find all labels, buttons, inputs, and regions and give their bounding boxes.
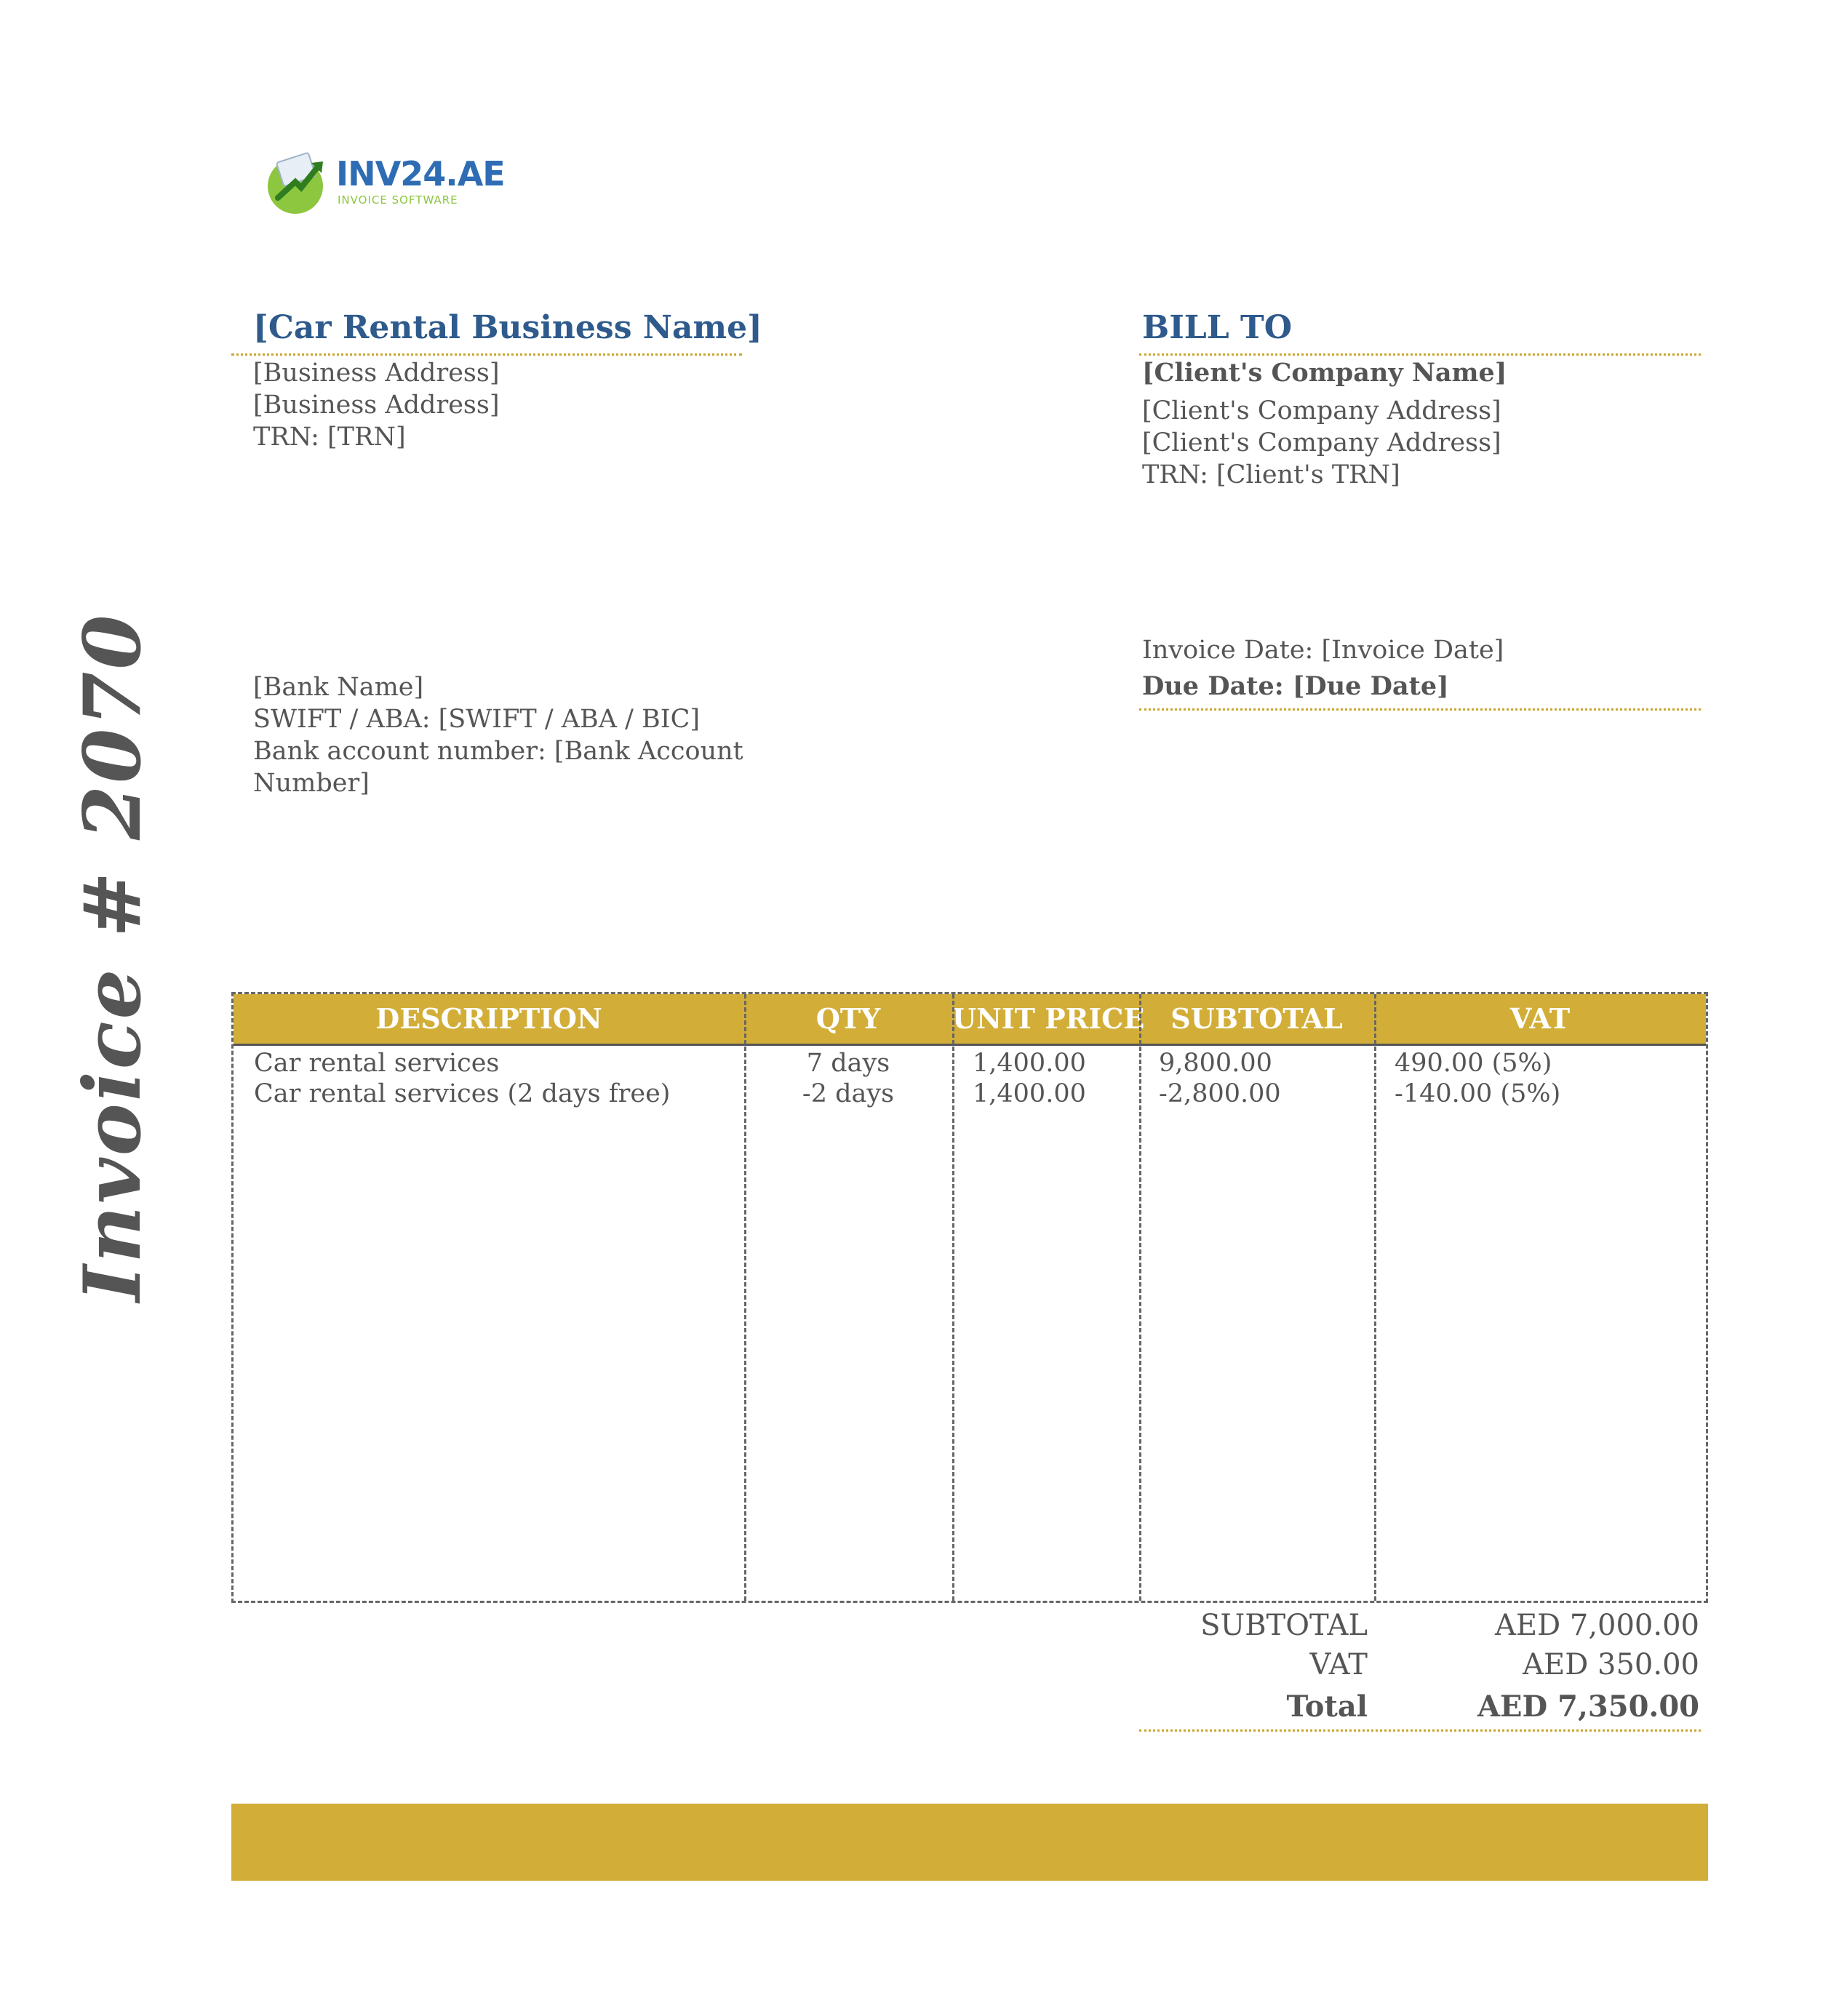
header-description: DESCRIPTION — [375, 1002, 602, 1035]
bank-account-line-1: Bank account number: [Bank Account — [253, 737, 743, 766]
seller-name-rule — [231, 353, 742, 356]
invoice-date: Invoice Date: [Invoice Date] — [1142, 636, 1504, 665]
seller-address-1: [Business Address] — [253, 359, 500, 388]
bill-to-rule — [1139, 353, 1701, 356]
column-divider — [952, 994, 954, 1601]
due-date: Due Date: [Due Date] — [1142, 671, 1449, 701]
row-2-description: Car rental services (2 days free) — [254, 1079, 671, 1108]
items-table — [231, 992, 1708, 1603]
invoice-number: Invoice # 2070 — [67, 612, 159, 1302]
seller-address-2: [Business Address] — [253, 391, 500, 420]
totals-rule — [1139, 1729, 1701, 1732]
row-1-unit-price: 1,400.00 — [973, 1049, 1086, 1078]
total-label: Total — [1286, 1689, 1368, 1724]
subtotal-label: SUBTOTAL — [1200, 1609, 1368, 1642]
logo-mark-icon — [263, 150, 333, 215]
column-divider — [1374, 994, 1376, 1601]
vat-label: VAT — [1309, 1648, 1368, 1681]
footer-bar — [231, 1804, 1708, 1881]
logo-brand-text: INV24.AE — [336, 154, 505, 193]
row-1-vat: 490.00 (5%) — [1395, 1049, 1552, 1078]
seller-trn: TRN: [TRN] — [253, 423, 406, 452]
table-header — [234, 994, 1706, 1046]
row-2-unit-price: 1,400.00 — [973, 1079, 1086, 1108]
header-vat: VAT — [1509, 1002, 1571, 1035]
client-company-name: [Client's Company Name] — [1142, 358, 1507, 388]
vat-value: AED 350.00 — [1523, 1648, 1699, 1681]
dates-rule — [1139, 708, 1701, 711]
seller-name: [Car Rental Business Name] — [253, 309, 762, 346]
row-2-subtotal: -2,800.00 — [1159, 1079, 1281, 1108]
bank-swift: SWIFT / ABA: [SWIFT / ABA / BIC] — [253, 705, 701, 734]
column-divider — [1139, 994, 1141, 1601]
logo-tagline: INVOICE SOFTWARE — [338, 193, 458, 207]
bank-account-line-2: Number] — [253, 769, 370, 798]
client-address-2: [Client's Company Address] — [1142, 428, 1501, 457]
bank-name: [Bank Name] — [253, 673, 424, 702]
bill-to-heading: BILL TO — [1142, 309, 1293, 346]
row-2-vat: -140.00 (5%) — [1395, 1079, 1561, 1108]
subtotal-value: AED 7,000.00 — [1495, 1609, 1699, 1642]
header-qty: QTY — [815, 1002, 881, 1035]
row-2-qty: -2 days — [802, 1079, 895, 1108]
row-1-subtotal: 9,800.00 — [1159, 1049, 1272, 1078]
header-subtotal: SUBTOTAL — [1170, 1002, 1343, 1035]
row-1-description: Car rental services — [254, 1049, 500, 1078]
total-value: AED 7,350.00 — [1477, 1689, 1699, 1724]
header-unit-price: UNIT PRICE — [952, 1002, 1145, 1035]
client-trn: TRN: [Client's TRN] — [1142, 460, 1400, 489]
company-logo — [263, 150, 505, 215]
row-1-qty: 7 days — [806, 1049, 890, 1078]
client-address-1: [Client's Company Address] — [1142, 396, 1501, 425]
